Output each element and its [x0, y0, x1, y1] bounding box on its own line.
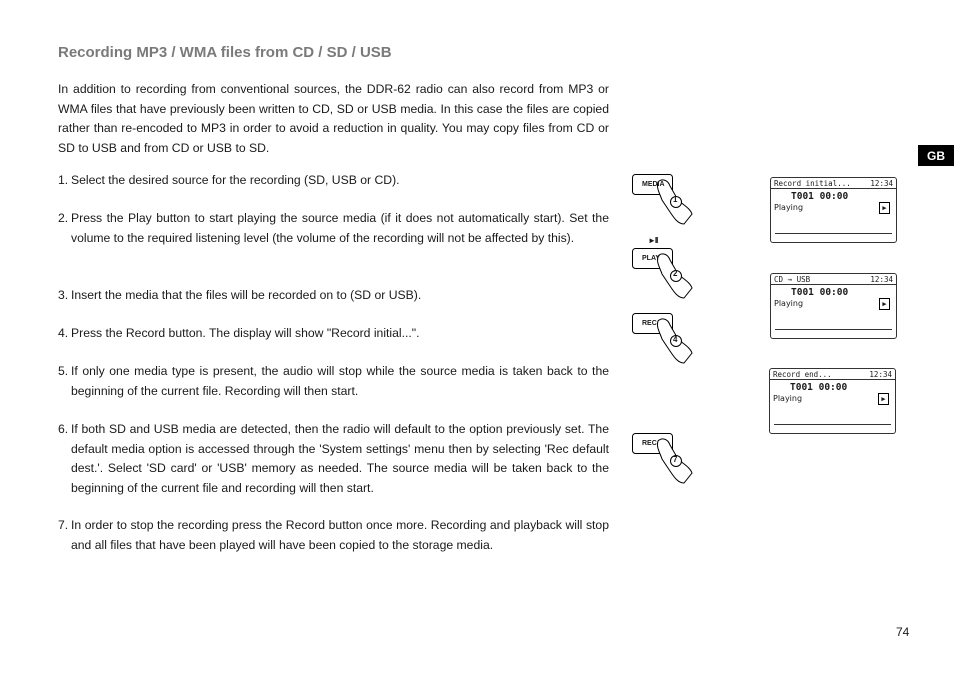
page-number: 74: [896, 625, 910, 639]
intro-paragraph: In addition to recording from conventional sources, the DDR-62 radio can also record from MP3 or WMA files that have previously been written to CD, SD or USB media. In this case the files are copied rather than re-encoded to MP3 in order to avoid a reduction in quality. You may copy files from CD or SD to USB and from CD or USB to SD.: [58, 82, 609, 155]
step-number: 3.: [58, 288, 69, 302]
display-track: T001 00:00: [791, 191, 849, 202]
step-text: Select the desired source for the recording (SD, USB or CD).: [71, 173, 400, 187]
step-item: [58, 362, 609, 401]
lcd-display: [769, 368, 896, 434]
step-item: [58, 516, 609, 555]
display-status: Playing: [774, 299, 804, 308]
step-number: 2.: [58, 211, 69, 225]
step-badge: 4: [673, 335, 678, 344]
display-header: Record end...: [773, 370, 832, 379]
step-text: In order to stop the recording press the Record button once more. Recording and playback will stop and all files that have been played will have been copied to the storage media.: [71, 518, 609, 552]
step-item: [58, 420, 609, 498]
language-badge: GB: [918, 145, 954, 166]
button-label: REC: [642, 440, 657, 447]
step-number: 4.: [58, 326, 69, 340]
step-item: [58, 209, 609, 248]
record-button-illustration: [632, 313, 702, 365]
display-status: Playing: [774, 203, 804, 212]
lcd-display: [770, 177, 897, 243]
progress-line: [774, 424, 891, 425]
page-title: Recording MP3 / WMA files from CD / SD / USB: [58, 44, 392, 61]
step-text: Press the Record button. The display will show "Record initial...".: [71, 326, 420, 340]
lcd-display: [770, 273, 897, 339]
display-clock: 12:34: [870, 275, 893, 284]
button-label: REC: [642, 320, 657, 327]
step-badge: 1: [673, 195, 678, 204]
display-header: Record initial...: [774, 179, 851, 188]
step-text: Insert the media that the files will be recorded on to (SD or USB).: [71, 288, 422, 302]
button-label: MEDIA: [642, 181, 665, 188]
step-item: [58, 286, 609, 306]
step-number: 1.: [58, 173, 69, 187]
step-badge: 7: [673, 455, 678, 464]
display-status: Playing: [773, 394, 803, 403]
step-number: 7.: [58, 518, 69, 532]
step-text: If both SD and USB media are detected, then the radio will default to the option previously set. The default media option is accessed through the 'System settings' menu then by selecting 'Rec default dest.'. Select 'SD card' or 'USB' memory as needed. The source media will be taken back to the beginning of the current file and recording will then start.: [71, 422, 609, 495]
display-track: T001 00:00: [791, 287, 849, 298]
button-label: PLAY: [642, 255, 661, 262]
record-stop-button-illustration: [632, 433, 702, 485]
display-header: CD → USB: [774, 275, 811, 284]
step-badge: 2: [673, 269, 678, 278]
play-button-illustration: [632, 248, 702, 300]
display-clock: 12:34: [869, 370, 892, 379]
display-clock: 12:34: [870, 179, 893, 188]
play-pause-icon: ►II: [648, 236, 658, 245]
step-text: If only one media type is present, the audio will stop while the source media is taken back to the beginning of the current file. Recording will then start.: [71, 364, 609, 398]
divider: [771, 188, 896, 189]
step-text: Press the Play button to start playing the source media (if it does not automatically start). Set the volume to the required listening level (the volume of the recording will not be affected by this).: [71, 211, 609, 245]
step-item: [58, 324, 609, 344]
step-number: 5.: [58, 364, 69, 378]
step-number: 6.: [58, 422, 69, 436]
divider: [770, 379, 895, 380]
media-button-illustration: [632, 174, 702, 226]
play-icon: ▶: [879, 202, 890, 214]
progress-line: [775, 329, 892, 330]
play-icon: ▶: [879, 298, 890, 310]
step-item: [58, 171, 609, 191]
play-icon: ▶: [878, 393, 889, 405]
progress-line: [775, 233, 892, 234]
divider: [771, 284, 896, 285]
display-track: T001 00:00: [790, 382, 848, 393]
